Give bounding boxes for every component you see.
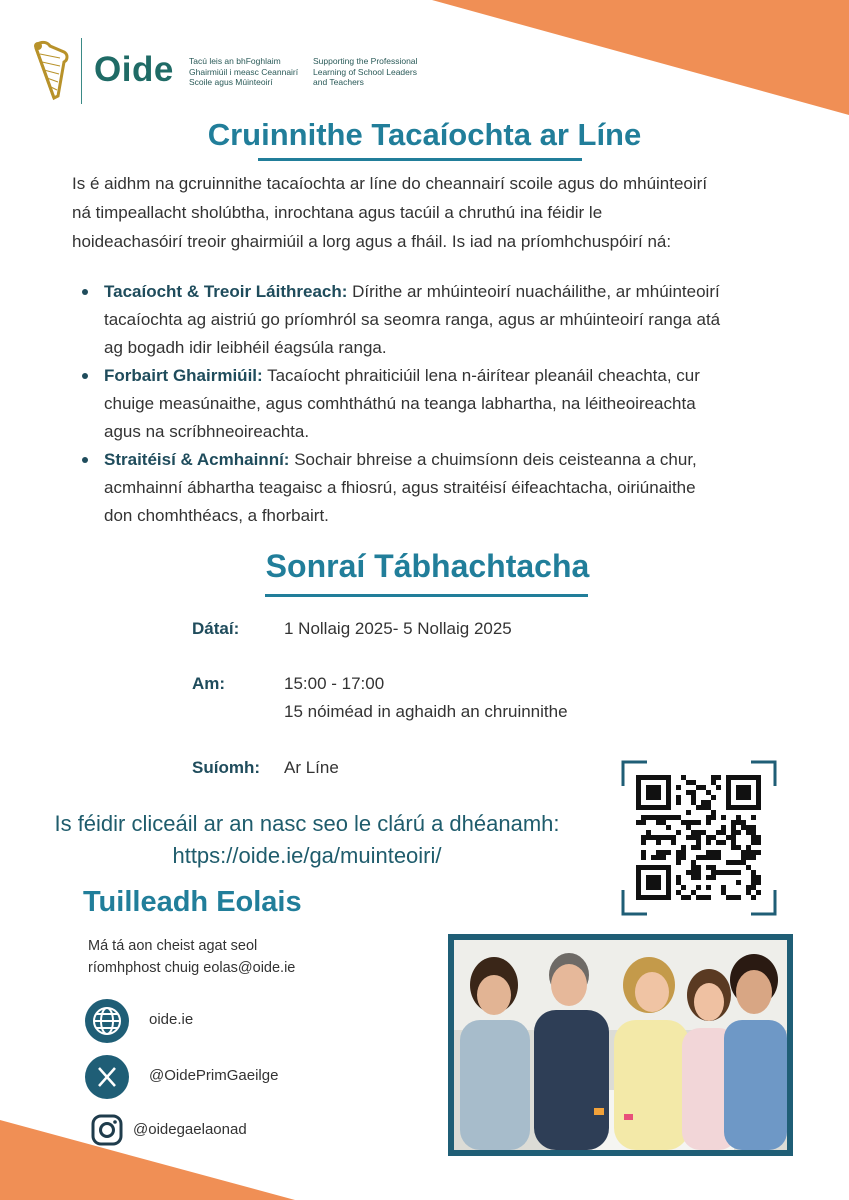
register-text: Is féidir cliceáil ar an nasc seo le clárú a dhéanamh: [54,811,560,836]
contact-question: Má tá aon cheist agat seol ríomhphost chuig eolas@oide.ie [88,938,296,976]
harp-logo-icon [30,40,70,102]
globe-icon[interactable] [85,999,129,1043]
details-underline [265,594,588,597]
photo-frame [448,934,793,1156]
register-block [0,808,614,872]
instagram-icon[interactable] [91,1114,123,1146]
bullet-label: Straitéisí & Acmhainní: [104,450,290,469]
bullet-text: Tacaíocht phraiticiúil lena n-áirítear pleanáil cheachta, cur chuige measúnaithe, agus comhtháthú na teanga labhartha, na léitheoireachta agus na scríbhneoireachta. [104,366,700,441]
tagline-english: Supporting the Professional Learning of School Leaders and Teachers [313,56,418,87]
logo-divider [81,38,82,104]
location-label: Suíomh: [192,758,260,777]
bullet-text: Sochair bhreise a chuimsíonn deis ceisteanna a chur, acmhainní ábhartha teagaisc a fhiosrú, agus straitéisí éifeachtacha, oiriúnaithe don chomhthéacs, a fhorbairt. [104,450,697,525]
qr-code[interactable] [621,760,777,916]
x-handle-link[interactable]: @OidePrimGaeilge [149,1067,279,1084]
time-value: 15:00 - 17:00 [284,674,385,693]
bullet-label: Forbairt Ghairmiúil: [104,366,263,385]
instagram-handle-link[interactable]: @oidegaelaonad [133,1121,247,1138]
objectives-list [104,278,794,530]
website-link[interactable]: oide.ie [149,1011,194,1028]
more-info-title: Tuilleadh Eolais [83,886,302,918]
list-item [104,362,794,446]
tagline-irish: Tacú leis an bhFoghlaim Ghairmiúil i measc Ceannairí Scoile agus Múinteoirí [189,56,299,87]
time-note: 15 nóiméad in aghaidh an chruinnithe [284,702,568,721]
list-item [104,278,794,362]
oide-logo: Oide [94,50,174,89]
dates-label: Dátaí: [192,619,240,638]
intro-paragraph: Is é aidhm na gcruinnithe tacaíochta ar líne do cheannairí scoile agus do mhúinteoirí ná timpeallacht sholúbtha, inrochtana agus tacúil a chruthú ina féidir le hoideachasóirí treoir ghairmiúil a lorg agus a fháil. Is iad na príomhchuspóirí ná: [72,174,708,251]
bullet-text: Dírithe ar mhúinteoirí nuacháilithe, ar mhúinteoirí tacaíochta ag aistriú go príomhról sa seomra ranga, agus ar mhúinteoirí ranga atá ag bogadh idir leibhéil éagsúla ranga. [104,282,721,357]
time-label: Am: [192,674,226,693]
register-link[interactable]: https://oide.ie/ga/muinteoiri/ [172,843,442,868]
dates-value: 1 Nollaig 2025- 5 Nollaig 2025 [284,619,512,638]
details-title: Sonraí Tábhachtacha [265,548,590,584]
bullet-label: Tacaíocht & Treoir Láithreach: [104,282,348,301]
team-photo [454,940,787,1150]
page-title: Cruinnithe Tacaíochta ar Líne [207,117,642,152]
location-value: Ar Líne [284,758,339,777]
title-underline [258,158,582,161]
list-item [104,446,794,530]
x-icon[interactable] [85,1055,129,1099]
